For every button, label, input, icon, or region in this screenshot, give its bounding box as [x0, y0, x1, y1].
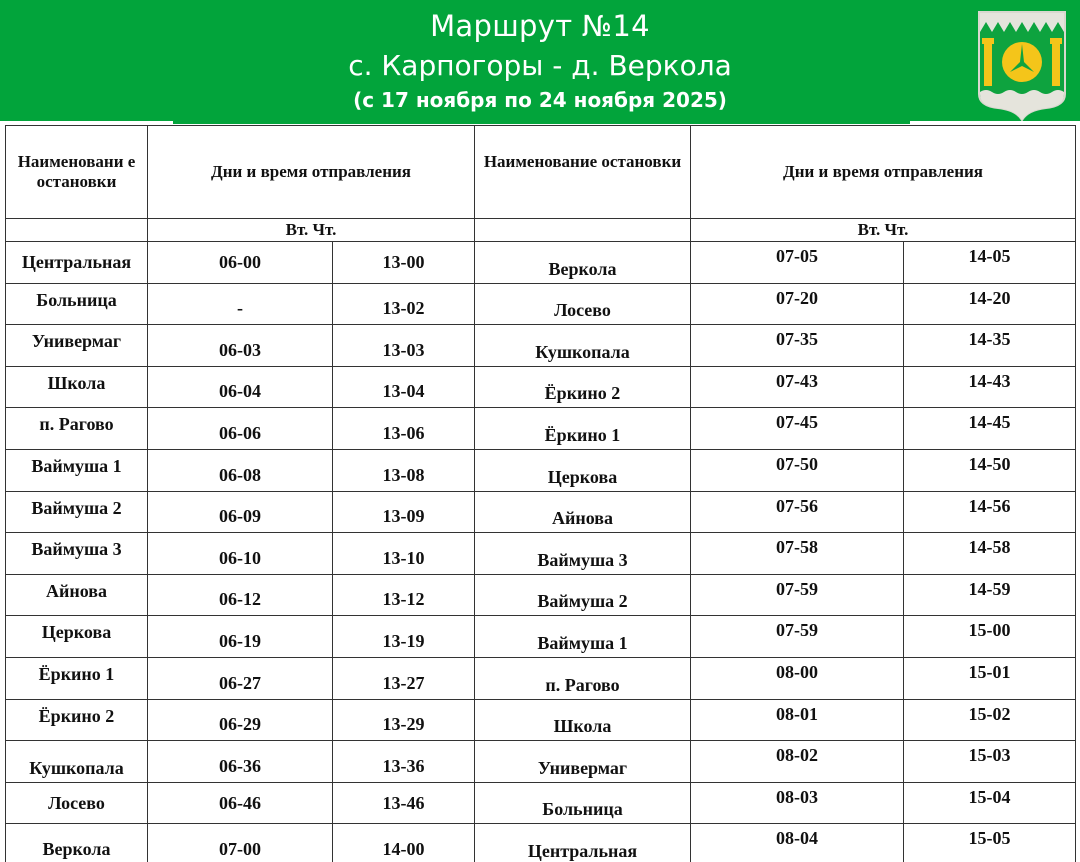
left-stop: Лосево	[6, 782, 148, 824]
right-time-header: Дни и время отправления	[691, 126, 1076, 219]
left-stop: Универмаг	[6, 325, 148, 367]
right-stop: п. Рагово	[475, 657, 691, 699]
left-days: Вт. Чт.	[148, 219, 475, 242]
right-time-2: 15-04	[904, 782, 1076, 824]
left-time-1: 06-27	[148, 657, 333, 699]
left-stop: Ёркино 1	[6, 657, 148, 699]
right-time-2: 14-58	[904, 533, 1076, 575]
right-time-2: 14-45	[904, 408, 1076, 450]
left-time-1: 06-19	[148, 616, 333, 658]
right-time-1: 07-59	[691, 616, 904, 658]
left-time-1: 06-08	[148, 449, 333, 491]
left-time-2: 13-29	[333, 699, 475, 741]
table-row	[6, 824, 1076, 862]
left-time-1: 06-12	[148, 574, 333, 616]
left-time-2: 13-36	[333, 741, 475, 783]
route-title: Маршрут №14	[430, 9, 650, 43]
right-time-2: 14-56	[904, 491, 1076, 533]
right-time-1: 08-02	[691, 741, 904, 783]
table-row	[6, 491, 1076, 533]
right-time-2: 15-00	[904, 616, 1076, 658]
left-time-2: 13-19	[333, 616, 475, 658]
right-time-2: 14-59	[904, 574, 1076, 616]
table-row	[6, 366, 1076, 408]
right-stop: Универмаг	[475, 741, 691, 783]
left-time-2: 13-00	[333, 242, 475, 284]
right-time-1: 07-43	[691, 366, 904, 408]
right-stop: Ваймуша 1	[475, 616, 691, 658]
right-stop: Больница	[475, 782, 691, 824]
right-time-1: 08-03	[691, 782, 904, 824]
left-time-2: 13-06	[333, 408, 475, 450]
left-time-1: 06-36	[148, 741, 333, 783]
table-row	[6, 408, 1076, 450]
left-time-2: 13-10	[333, 533, 475, 575]
right-stop: Ваймуша 2	[475, 574, 691, 616]
right-time-2: 15-01	[904, 657, 1076, 699]
left-stop-spacer	[6, 219, 148, 242]
left-stop-header: Наименовани е остановки	[6, 126, 148, 219]
left-stop: Ваймуша 3	[6, 533, 148, 575]
table-row	[6, 616, 1076, 658]
table-row	[6, 242, 1076, 284]
banner-edge-left	[0, 121, 173, 124]
right-time-2: 14-43	[904, 366, 1076, 408]
left-stop: Церкова	[6, 616, 148, 658]
left-time-2: 13-04	[333, 366, 475, 408]
right-stop: Кушкопала	[475, 325, 691, 367]
right-time-1: 07-50	[691, 449, 904, 491]
left-stop: Веркола	[6, 824, 148, 862]
table-row	[6, 657, 1076, 699]
days-row	[6, 219, 1076, 242]
right-time-2: 14-35	[904, 325, 1076, 367]
right-time-1: 07-58	[691, 533, 904, 575]
left-time-1: -	[148, 283, 333, 325]
left-time-1: 06-06	[148, 408, 333, 450]
left-time-2: 13-09	[333, 491, 475, 533]
left-stop: Больница	[6, 283, 148, 325]
right-stop: Лосево	[475, 283, 691, 325]
table-header-row	[6, 126, 1076, 219]
left-time-1: 06-09	[148, 491, 333, 533]
left-time-1: 07-00	[148, 824, 333, 862]
left-stop: Ваймуша 2	[6, 491, 148, 533]
left-stop: Ёркино 2	[6, 699, 148, 741]
right-time-1: 08-04	[691, 824, 904, 862]
schedule-table	[5, 125, 1076, 862]
table-row	[6, 699, 1076, 741]
left-time-1: 06-46	[148, 782, 333, 824]
right-time-2: 14-05	[904, 242, 1076, 284]
right-time-1: 07-45	[691, 408, 904, 450]
table-row	[6, 574, 1076, 616]
left-stop: Айнова	[6, 574, 148, 616]
left-stop: Кушкопала	[6, 741, 148, 783]
left-time-1: 06-03	[148, 325, 333, 367]
right-stop: Церкова	[475, 449, 691, 491]
right-time-1: 07-05	[691, 242, 904, 284]
table-row	[6, 782, 1076, 824]
right-time-1: 07-59	[691, 574, 904, 616]
table-row	[6, 283, 1076, 325]
left-stop: Школа	[6, 366, 148, 408]
left-time-1: 06-29	[148, 699, 333, 741]
right-stop: Ёркино 2	[475, 366, 691, 408]
left-stop: п. Рагово	[6, 408, 148, 450]
right-stop: Ёркино 1	[475, 408, 691, 450]
table-row	[6, 741, 1076, 783]
right-stop: Веркола	[475, 242, 691, 284]
right-days: Вт. Чт.	[691, 219, 1076, 242]
right-stop-spacer	[475, 219, 691, 242]
route-dates: (с 17 ноября по 24 ноября 2025)	[353, 88, 727, 112]
right-time-2: 14-20	[904, 283, 1076, 325]
right-time-2: 14-50	[904, 449, 1076, 491]
right-stop: Ваймуша 3	[475, 533, 691, 575]
right-time-2: 15-03	[904, 741, 1076, 783]
left-time-2: 13-02	[333, 283, 475, 325]
route-endpoints: с. Карпогоры - д. Веркола	[348, 49, 732, 82]
left-time-1: 06-04	[148, 366, 333, 408]
right-stop: Айнова	[475, 491, 691, 533]
right-time-1: 08-01	[691, 699, 904, 741]
right-stop: Центральная	[475, 824, 691, 862]
right-time-1: 07-20	[691, 283, 904, 325]
left-time-1: 06-10	[148, 533, 333, 575]
left-stop: Центральная	[6, 242, 148, 284]
coat-of-arms-icon	[976, 10, 1068, 122]
left-time-2: 13-08	[333, 449, 475, 491]
left-stop: Ваймуша 1	[6, 449, 148, 491]
right-stop: Школа	[475, 699, 691, 741]
right-time-2: 15-02	[904, 699, 1076, 741]
left-time-2: 13-27	[333, 657, 475, 699]
left-time-2: 13-12	[333, 574, 475, 616]
table-row	[6, 533, 1076, 575]
table-row	[6, 325, 1076, 367]
left-time-2: 13-03	[333, 325, 475, 367]
left-time-2: 14-00	[333, 824, 475, 862]
left-time-2: 13-46	[333, 782, 475, 824]
table-row	[6, 449, 1076, 491]
left-time-1: 06-00	[148, 242, 333, 284]
banner-edge-right	[910, 121, 1080, 124]
right-stop-header: Наименование остановки	[475, 126, 691, 219]
left-time-header: Дни и время отправления	[148, 126, 475, 219]
right-time-1: 07-56	[691, 491, 904, 533]
right-time-1: 07-35	[691, 325, 904, 367]
header-banner	[0, 0, 1080, 124]
right-time-1: 08-00	[691, 657, 904, 699]
right-time-2: 15-05	[904, 824, 1076, 862]
